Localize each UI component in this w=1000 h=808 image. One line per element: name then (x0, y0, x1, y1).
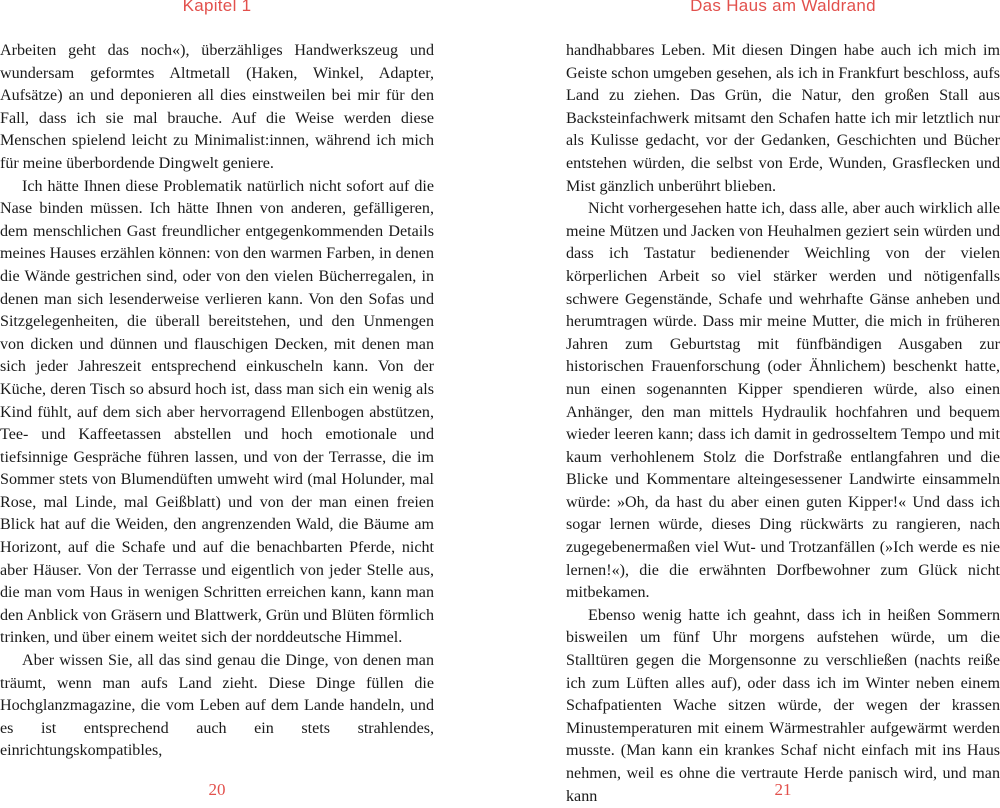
paragraph: Nicht vorhergesehen hatte ich, dass alle, aber auch wirklich alle meine Mützen und Jacken von Heuhalmen geziert sein würden und dass ich Tastatur bedienender Weichling von der vielen körperlichen Arbeit so viel stärker werden und nötigenfalls schwere Gegenstände, Schafe und wehrhafte Gänse anheben und herumtragen würde. Dass mir meine Mutter, die mich in früheren Jahren zum Geburtstag mit fünfbändigen Ausgaben zur historischen Frauenforschung (oder Ähnlichem) beschenkt hatte, nun einen sogenannten Kipper spendieren würde, also einen Anhänger, den man mittels Hydraulik hochfahren und bequem wieder leeren kann; dass ich damit in gedrosseltem Tempo und mit kaum verhohlenem Stolz die Dorfstraße entlangfahren und die Blicke und Kommentare alteingesessener Landwirte einsammeln würde: »Oh, da hast du aber einen guten Kipper!« Und dass ich sogar lernen würde, dieses Ding rückwärts zu rangieren, nach zugegebenermaßen viel Wut- und Trotzanfällen (»Ich werde es nie lernen!«), die die erwähnten Dorfbewohner zum Glück nicht mitbekamen. (566, 200, 1000, 602)
right-page-body (566, 40, 1000, 808)
running-head-title: Das Haus am Waldrand (690, 0, 876, 15)
paragraph: Ebenso wenig hatte ich geahnt, dass ich in heißen Sommern bisweilen um fünf Uhr morgens aufstehen würde, um die Stalltüren gegen die Morgensonne zu verschließen (nachts reiße ich zum Lüften alles auf), oder dass ich im Winter neben einem Schafpatienten Wache sitzen würde, der wegen der krassen Minustemperaturen mit einem Wärmestrahler aufgewärmt werden musste. (Man kann ein krankes Schaf nicht einfach mit ins Haus nehmen, weil es ohne die vertraute Herde panisch wird, und man kann (566, 606, 1000, 805)
left-page-body (0, 40, 434, 763)
left-page (0, 0, 434, 800)
paragraph: Arbeiten geht das noch«), überzähliges Handwerkszeug und wundersam geformtes Altmetall (Haken, Winkel, Adapter, Aufsätze) an und deponieren all dies einstweilen bei mir für den Fall, dass ich sie mal brauche. Auf die Weise werden diese Menschen spielend leicht zu Minimalist:innen, während ich mich für meine überbordende Dingwelt geniere. (0, 42, 434, 172)
paragraph: Ich hätte Ihnen diese Problematik natürlich nicht sofort auf die Nase binden müssen. Ich hätte Ihnen von anderen, gefälligeren, dem menschlichen Gast freundlicher entgegenkommenden Details meines Hauses erzählen können: von den warmen Farben, in denen die Wände gestrichen sind, oder von den vielen Bücherregalen, in denen man sich lesenderweise verlieren kann. Von den Sofas und Sitzgelegenheiten, die überall bereitstehen, und den Unmengen von dicken und dünnen und flauschigen Decken, mit denen man sich jeder Jahreszeit entsprechend einkuscheln kann. Von der Küche, deren Tisch so absurd hoch ist, dass man sich ein wenig als Kind fühlt, auf dem sich aber hervorragend Ellenbogen abstützen, Tee- und Kaffeetassen abstellen und hoch emotionale und tiefsinnige Gespräche führen lassen, und von der Terrasse, die im Sommer stets von Blumendüften umweht wird (mal Holunder, mal Rose, mal Linde, mal Geißblatt) und von der man einen freien Blick hat auf die Weiden, den angrenzenden Wald, die Bäume am Horizont, auf die Schafe und auf die benachbarten Pferde, nicht aber Häuser. Von der Terrasse und eigentlich von jeder Stelle aus, die man vom Haus in wenigen Schritten erreichen kann, kann man den Anblick von Gräsern und Blattwerk, Grün und Blüten förmlich trinken, und über einem weitet sich der norddeutsche Himmel. (0, 177, 434, 647)
paragraph: Aber wissen Sie, all das sind genau die Dinge, von denen man träumt, wenn man aufs Land zieht. Diese Dinge füllen die Hochglanzmagazine, die vom Leben auf dem Lande handeln, und es ist entsprechend auch ein stets strahlendes, einrichtungskompatibles, (0, 652, 434, 760)
page-number-right: 21 (774, 780, 792, 799)
paragraph: handhabbares Leben. Mit diesen Dingen habe auch ich mich im Geiste schon umgeben gesehen, als ich in Frankfurt beschloss, aufs Land zu ziehen. Das Grün, die Natur, den großen Stall aus Backsteinfachwerk mitsamt den Schafen hatte ich mir letztlich nur als Kulisse gedacht, vor der Gedanken, Geschichten und Bücher entstehen würden, die selbst von Erde, Wunden, Grasflecken und Mist gänzlich unberührt blieben. (566, 42, 1000, 195)
right-page (566, 0, 1000, 805)
running-head-chapter: Kapitel 1 (182, 0, 252, 15)
page-number-left: 20 (208, 780, 226, 799)
